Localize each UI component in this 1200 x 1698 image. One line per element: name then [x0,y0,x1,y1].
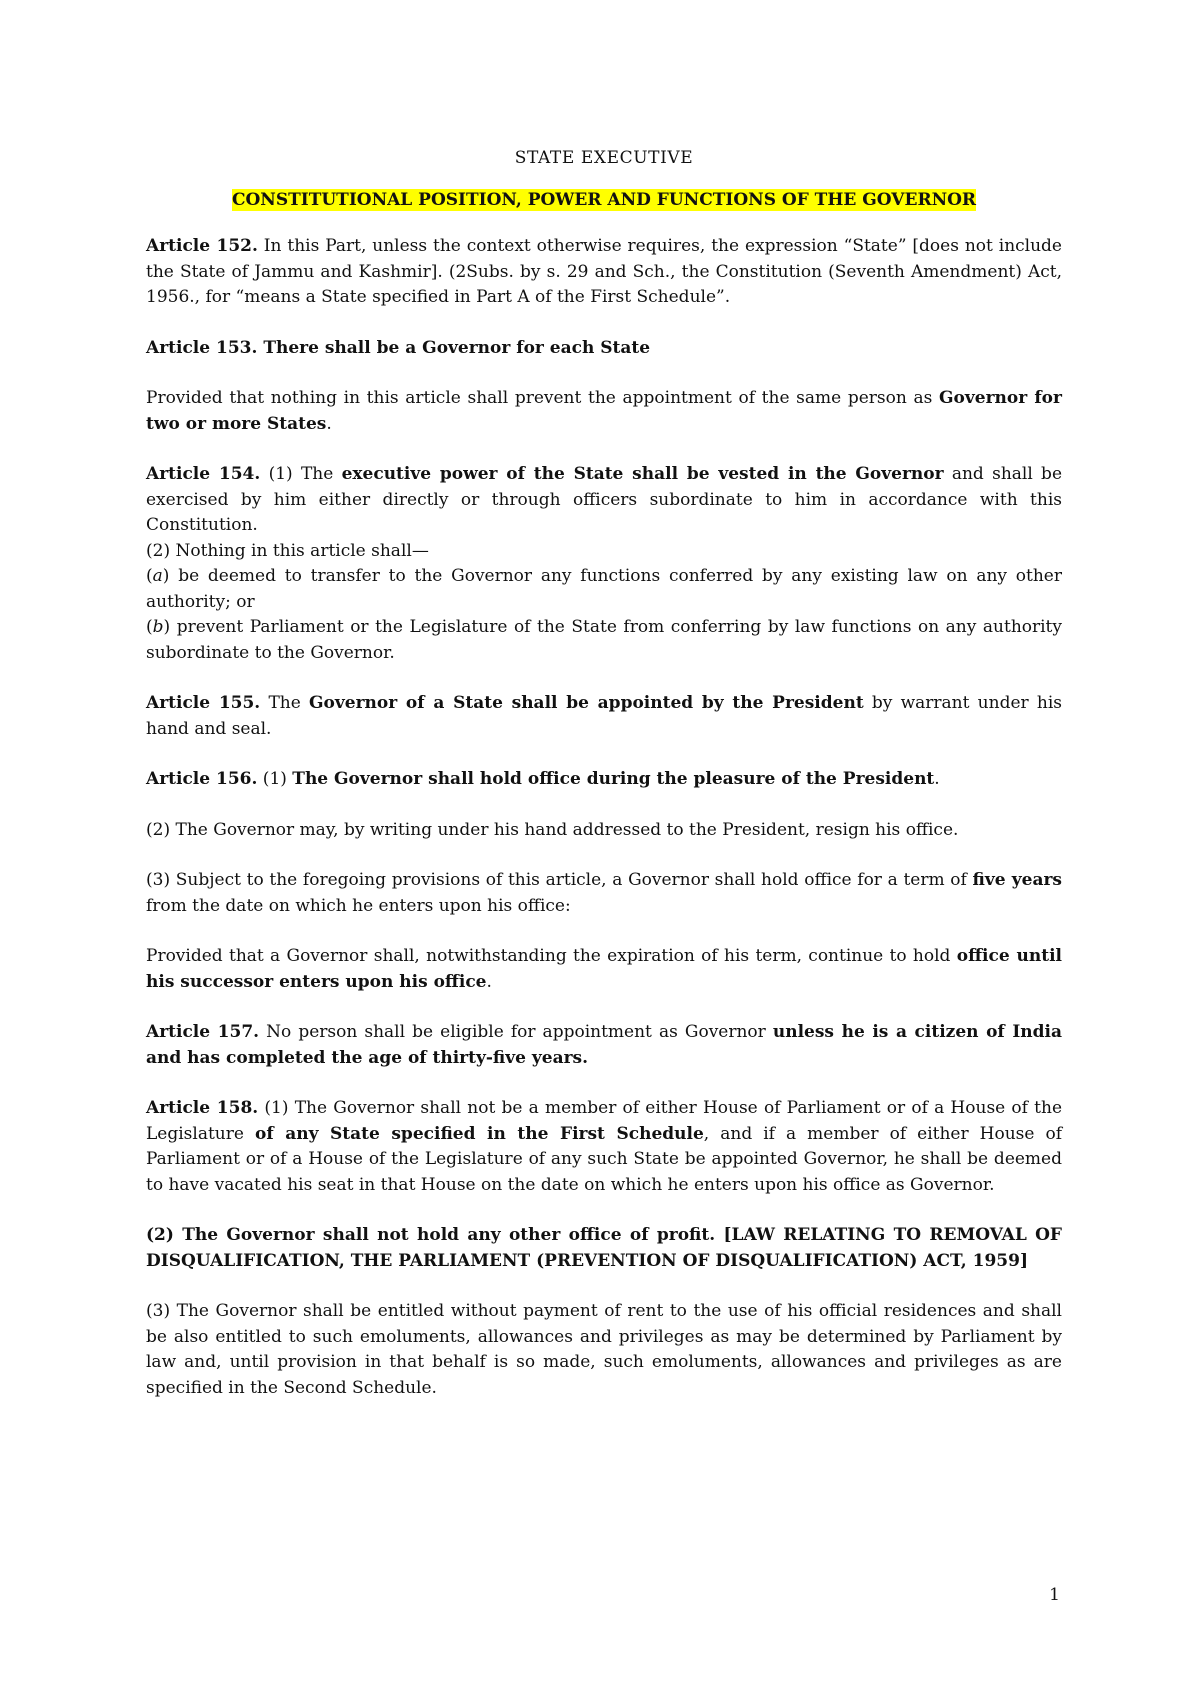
text-run: In this Part, unless the context otherwise requires, the expression “State” [does not include the State of Jammu and Kashmir]. (2Subs. by s. 29 and Sch., the Constitution (Seventh Amendment) Act, 1956., for “means a State specified in Part A of the First Schedule”. [146,236,1062,307]
document-body [146,146,1062,1426]
paragraph-article-156-2 [146,818,1062,844]
text-run: (1) The Governor shall not be a member of either House of Parliament or of a House of the Legislature [146,1098,1062,1144]
text-run: (2) The Governor may, by writing under his hand addressed to the President, resign his office. [146,819,959,840]
text-run: and shall be exercised by him either directly or through officers subordinate to him in accordance with this Constitution. [146,464,1063,535]
bold-text: office until his successor enters upon his office [146,946,1063,992]
paragraph-article-155 [146,691,1062,742]
text-run: . [326,413,332,434]
text-run: Provided that a Governor shall, notwithstanding the expiration of his term, continue to hold [146,946,957,966]
bold-text: Article 158. [146,1098,259,1118]
paragraph-article-156-proviso [146,944,1062,995]
italic-text: b [152,617,164,637]
text-run: by warrant under his hand and seal. [146,693,1062,739]
text-run: (1) [257,769,293,789]
text-run: The [260,693,310,713]
text-run: ) be deemed to transfer to the Governor any functions conferred by any existing law on any other authority; or [146,566,1062,612]
bold-text: unless he is a citizen of India and has completed the age of thirty-five years. [146,1022,1062,1068]
section-heading [146,188,1062,214]
text-run: . [934,769,940,789]
bold-text: five years [972,870,1062,890]
paragraph-line [146,564,1062,615]
bold-text: executive power of the State shall be vested in the Governor [341,464,944,484]
paragraph-article-156-3 [146,868,1062,919]
text-run: (1) The [260,464,342,484]
bold-text: Article 157. [146,1022,260,1042]
paragraph-line [146,462,1062,539]
bold-text: Governor for two or more States [146,388,1062,434]
bold-text: (2) The Governor shall not hold any other office of profit. [LAW RELATING TO REMOVAL OF DISQUALIFICATION, THE PARLIAMENT (PREVENTION OF DISQUALIFICATION) ACT, 1959] [146,1225,1062,1271]
bold-text: of any State specified in the First Schedule [254,1123,704,1144]
page-number: 1 [1049,1585,1060,1605]
bold-text: Article 155. [146,693,261,713]
text-run: , and if a member of either House of Parliament or of a House of the Legislature of any such State be appointed Governor, he shall be deemed to have vacated his seat in that House on the date on which he enters upon his office as Governor. [146,1123,1063,1195]
paragraph-article-156-1 [146,767,1062,793]
italic-text: a [152,566,163,586]
paragraph-line [146,539,1062,565]
paragraph-article-158-3 [146,1299,1062,1401]
paragraph-article-153 [146,336,1062,362]
bold-text: Governor of a State shall be appointed by the President [309,693,864,713]
paragraph-article-154 [146,462,1062,666]
bold-text: Article 152. [146,236,258,256]
bold-text: Article 154. [146,464,261,484]
paragraph-article-153-proviso [146,386,1062,437]
text-run: from the date on which he enters upon his office: [146,895,571,916]
text-run: ( [146,566,153,586]
highlighted-heading-text: CONSTITUTIONAL POSITION, POWER AND FUNCTIONS OF THE GOVERNOR [231,189,977,210]
text-run: (2) Nothing in this article shall— [146,540,429,561]
text-run: . [486,971,492,992]
bold-text: Article 153. There shall be a Governor for each State [146,337,651,358]
paragraph-article-158-2 [146,1223,1062,1274]
bold-text: The Governor shall hold office during the pleasure of the President [292,769,935,789]
paragraph-list [146,234,1062,1401]
text-run: ) prevent Parliament or the Legislature of the State from conferring by law functions on any authority subordinate to the Governor. [146,617,1062,663]
paragraph-article-157 [146,1020,1062,1071]
bold-text: Article 156. [146,769,258,789]
paragraph-line [146,615,1062,666]
paragraph-article-152 [146,234,1062,311]
text-run: Provided that nothing in this article shall prevent the appointment of the same person as [146,388,940,408]
text-run: ( [146,617,153,637]
text-run: (3) Subject to the foregoing provisions of this article, a Governor shall hold office for a term of [146,870,973,890]
text-run: No person shall be eligible for appointment as Governor [259,1022,773,1042]
text-run: (3) The Governor shall be entitled without payment of rent to the use of his official residences and shall be also entitled to such emoluments, allowances and privileges as may be determined by Parliament by law and, until provision in that behalf is so made, such emoluments, allowances and privileges as are specified in the Second Schedule. [146,1301,1062,1398]
page-title: STATE EXECUTIVE [514,148,694,168]
paragraph-article-158-1 [146,1096,1062,1198]
